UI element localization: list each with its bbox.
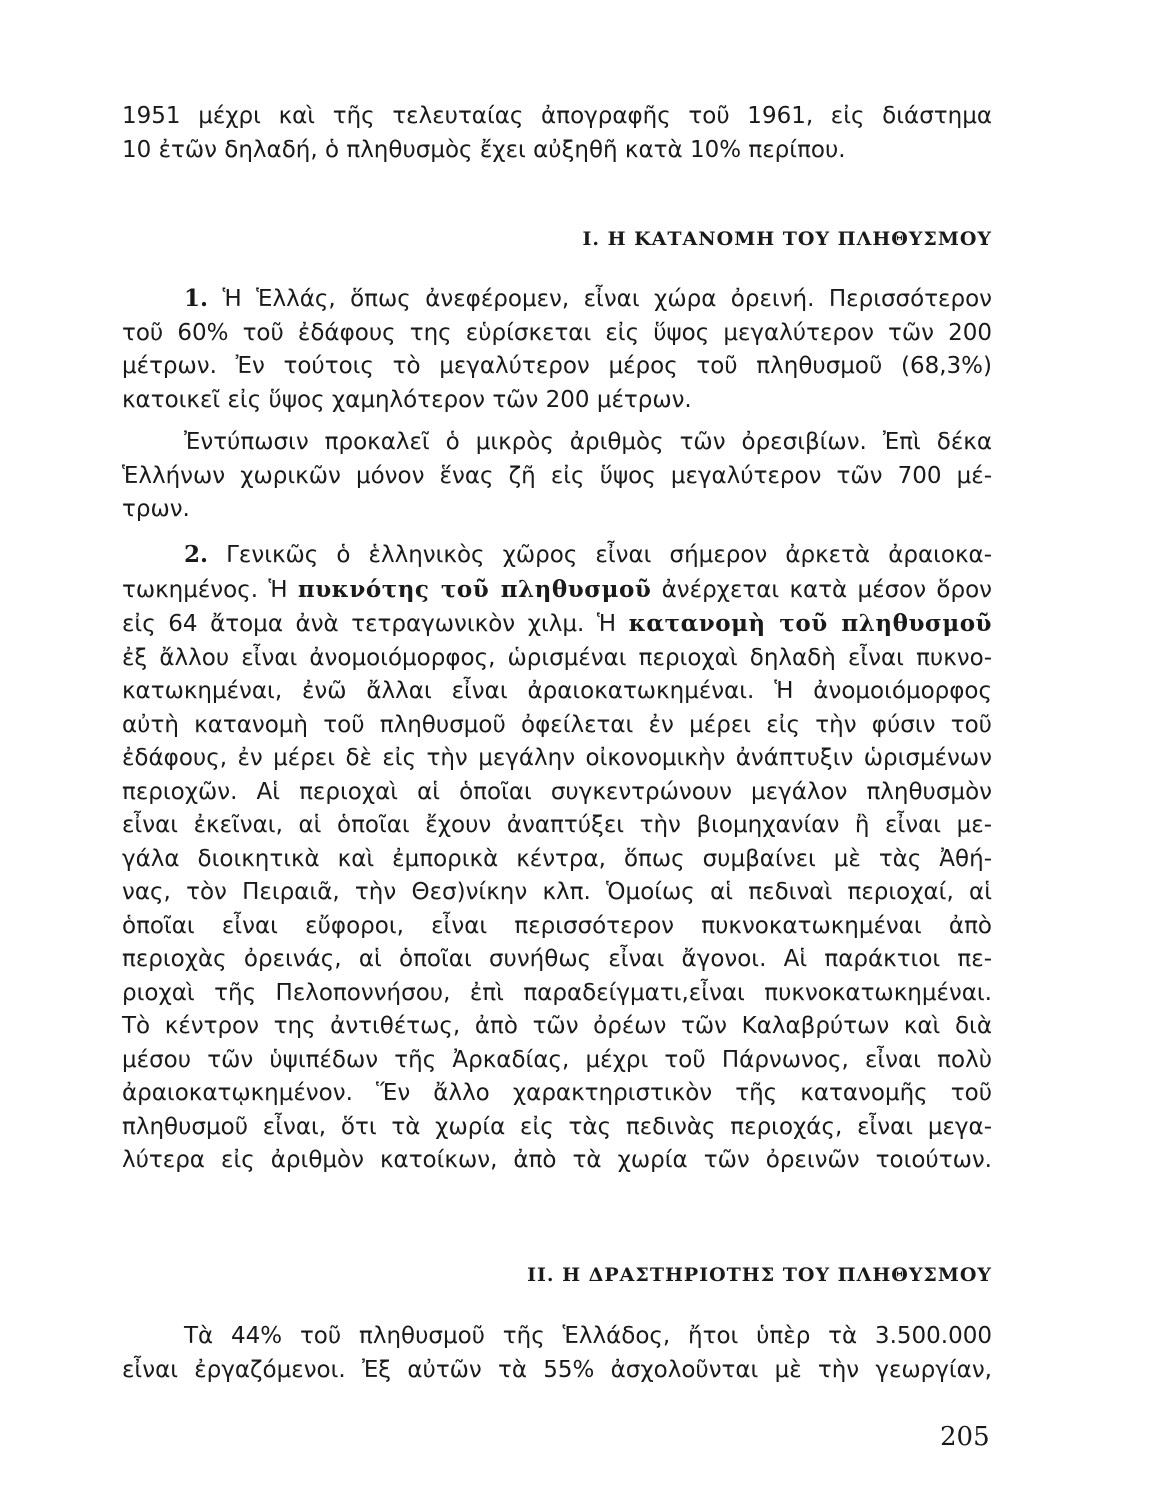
paragraph-number: 1. <box>184 285 209 312</box>
text-fragment: Ἡ Ἑλλάς, ὅπως ἀνεφέρομεν, εἶναι χώρα ὀρεινή. Περισσότερον <box>208 286 992 312</box>
text-line: εἶναι ἐργαζόμενοι. Ἐξ αὐτῶν τὰ 55% ἀσχολοῦνται μὲ τὴν γεωργίαν, <box>122 1356 992 1383</box>
text-line: ἐξ ἄλλου εἶναι ἀνομοιόμορφος, ὡρισμέναι περιοχαὶ δηλαδὴ εἶναι πυκνο- <box>122 644 992 671</box>
text-line: περιοχὰς ὀρεινάς, αἱ ὁποῖαι συνήθως εἶναι ἄγονοι. Αἱ παράκτιοι πε- <box>122 946 992 972</box>
text-line: Ἑλλήνων χωρικῶν μόνον ἕνας ζῆ εἰς ὕψος μεγαλύτερον τῶν 700 μέ- <box>122 462 992 489</box>
text-line: γάλα διοικητικὰ καὶ ἐμπορικὰ κέντρα, ὅπως συμβαίνει μὲ τὰς Ἀθή- <box>122 845 992 872</box>
text-line <box>122 538 992 573</box>
page-number: 205 <box>940 1422 990 1452</box>
text-line <box>122 607 992 642</box>
text-line <box>122 282 992 317</box>
text-line: Ἐντύπωσιν προκαλεῖ ὁ μικρὸς ἀριθμὸς τῶν ὀρεσιβίων. Ἐπὶ δέκα <box>184 429 992 455</box>
text-line <box>122 573 992 608</box>
text-line: μέτρων. Ἐν τούτοις τὸ μεγαλύτερον μέρος τοῦ πληθυσμοῦ (68,3%) <box>122 353 992 379</box>
text-line: ὁποῖαι εἶναι εὔφοροι, εἶναι περισσότερον πυκνοκατωκημέναι ἀπὸ <box>122 912 992 939</box>
paragraph-4 <box>122 1320 992 1387</box>
intro-paragraph <box>122 100 992 167</box>
paragraph-number: 2. <box>184 541 209 568</box>
paragraph-2 <box>122 426 992 527</box>
text-line: τρων. <box>122 496 190 522</box>
text-line: λύτερα εἰς ἀριθμὸν κατοίκων, ἀπὸ τὰ χωρία τῶν ὀρεινῶν τοιούτων. <box>122 1147 992 1173</box>
text-line: περιοχῶν. Αἱ περιοχαὶ αἱ ὁποῖαι συγκεντρώνουν μεγάλον πληθυσμὸν <box>122 778 992 805</box>
text-line: πληθυσμοῦ εἶναι, ὅτι τὰ χωρία εἰς τὰς πεδινὰς περιοχάς, εἶναι μεγα- <box>122 1113 992 1140</box>
text-fragment: ἀνέρχεται κατὰ μέσον ὅρον <box>651 576 993 603</box>
text-line: μέσου τῶν ὑψιπέδων τῆς Ἀρκαδίας, μέχρι τοῦ Πάρνωνος, εἶναι πολὺ <box>122 1046 992 1073</box>
text-line: κατωκημέναι, ἐνῶ ἄλλαι εἶναι ἀραιοκατωκημέναι. Ἡ ἀνομοιόμορφος <box>122 678 992 704</box>
text-line: Τὸ κέντρον της ἀντιθέτως, ἀπὸ τῶν ὀρέων τῶν Καλαβρύτων καὶ διὰ <box>122 1013 992 1039</box>
section-heading-distribution: Ι. Η ΚΑΤΑΝΟΜΗ ΤΟΥ ΠΛΗΘΥΣΜΟΥ <box>582 228 992 250</box>
bold-term-distribution: κατανομὴ τοῦ πληθυσμοῦ <box>628 610 992 637</box>
text-line: αὐτὴ κατανομὴ τοῦ πληθυσμοῦ ὀφείλεται ἐν μέρει εἰς τὴν φύσιν τοῦ <box>122 711 992 738</box>
text-line: νας, τὸν Πειραιᾶ, τὴν Θεσ)νίκην κλπ. Ὁμοίως αἱ πεδιναὶ περιοχαί, αἱ <box>122 879 992 905</box>
text-line: ἀραιοκατῳκημένον. Ἕν ἄλλο χαρακτηριστικὸν τῆς κατανομῆς τοῦ <box>122 1080 992 1106</box>
text-line: 10 ἐτῶν δηλαδή, ὁ πληθυσμὸς ἔχει αὐξηθῆ κατὰ 10% περίπου. <box>122 136 846 163</box>
text-line: τοῦ 60% τοῦ ἐδάφους της εὑρίσκεται εἰς ὕψος μεγαλύτερον τῶν 200 <box>122 319 992 346</box>
text-line: εἶναι ἐκεῖναι, αἱ ὁποῖαι ἔχουν ἀναπτύξει τὴν βιομηχανίαν ἢ εἶναι με- <box>122 812 992 838</box>
text-fragment: Γενικῶς ὁ ἑλληνικὸς χῶρος εἶναι σήμερον ἀρκετὰ ἀραιοκα- <box>208 542 992 568</box>
section-heading-activity: ΙΙ. Η ΔΡΑΣΤΗΡΙΟΤΗΣ ΤΟΥ ΠΛΗΘΥΣΜΟΥ <box>527 1264 992 1286</box>
bold-term-density: πυκνότης τοῦ πληθυσμοῦ <box>297 575 652 603</box>
text-line: ἐδάφους, ἐν μέρει δὲ εἰς τὴν μεγάλην οἰκονομικὴν ἀνάπτυξιν ὡρισμένων <box>122 745 992 771</box>
paragraph-1 <box>122 282 992 417</box>
paragraph-3 <box>122 538 992 1178</box>
text-fragment: τωκημένος. Ἡ <box>122 576 298 603</box>
text-line: Τὰ 44% τοῦ πληθυσμοῦ τῆς Ἑλλάδος, ἤτοι ὑπὲρ τὰ 3.500.000 <box>184 1323 992 1349</box>
text-line: 1951 μέχρι καὶ τῆς τελευταίας ἀπογραφῆς τοῦ 1961, εἰς διάστημα <box>122 103 992 129</box>
text-fragment: εἰς 64 ἄτομα ἀνὰ τετραγωνικὸν χιλμ. Ἡ <box>122 611 629 637</box>
text-line: ριοχαὶ τῆς Πελοποννήσου, ἐπὶ παραδείγματι,εἶναι πυκνοκατωκημέναι. <box>122 979 992 1006</box>
text-line: κατοικεῖ εἰς ὕψος χαμηλότερον τῶν 200 μέτρων. <box>122 386 692 413</box>
